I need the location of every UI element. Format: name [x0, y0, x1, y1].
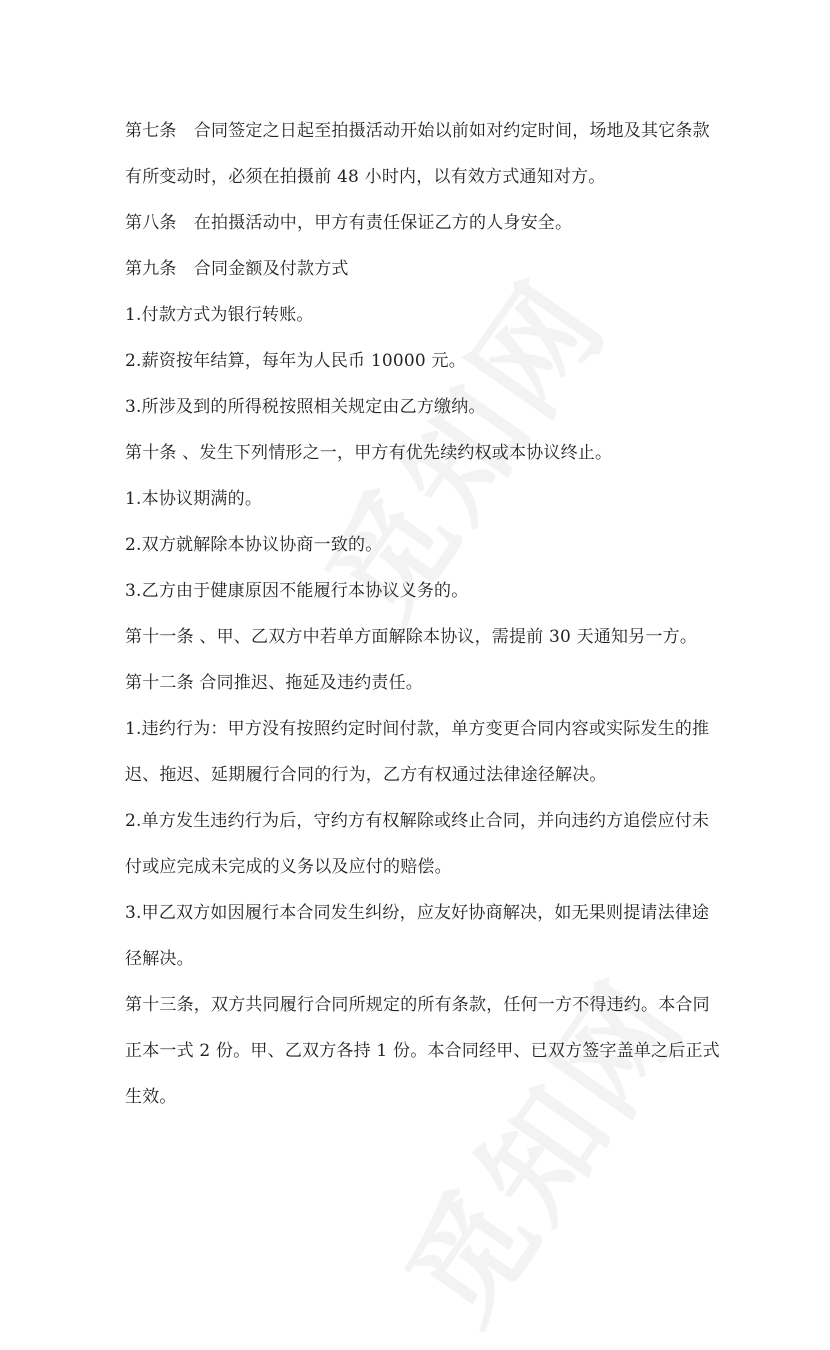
text-line: 第十一条 、甲、乙双方中若单方面解除本协议，需提前 30 天通知另一方。 — [125, 627, 698, 647]
text-line: 2.单方发生违约行为后，守约方有权解除或终止合同，并向违约方追偿应付未 — [125, 811, 710, 831]
text-line: 迟、拖迟、延期履行合同的行为，乙方有权通过法律途径解决。 — [125, 765, 607, 785]
text-line: 正本一式 2 份。甲、乙双方各持 1 份。本合同经甲、已双方签字盖单之后正式 — [125, 1041, 720, 1061]
contract-text — [125, 108, 720, 1120]
text-line: 第九条 合同金额及付款方式 — [125, 259, 349, 279]
text-line: 第七条 合同签定之日起至拍摄活动开始以前如对约定时间，场地及其它条款 — [125, 121, 710, 141]
text-line: 有所变动时，必须在拍摄前 48 小时内，以有效方式通知对方。 — [125, 167, 606, 187]
text-line: 3.乙方由于健康原因不能履行本协议义务的。 — [125, 581, 469, 601]
text-line: 1.违约行为：甲方没有按照约定时间付款，单方变更合同内容或实际发生的推 — [125, 719, 710, 739]
text-line: 1.本协议期满的。 — [125, 489, 263, 509]
text-line: 3.甲乙双方如因履行本合同发生纠纷，应友好协商解决，如无果则提请法律途 — [125, 903, 710, 923]
text-line: 2.双方就解除本协议协商一致的。 — [125, 535, 383, 555]
text-line: 第十三条，双方共同履行合同所规定的所有条款，任何一方不得违约。本合同 — [125, 995, 710, 1015]
text-line: 第十条 、发生下列情形之一，甲方有优先续约权或本协议终止。 — [125, 443, 613, 463]
text-line: 径解决。 — [125, 949, 194, 969]
text-line: 付或应完成未完成的义务以及应付的赔偿。 — [125, 857, 452, 877]
text-line: 3.所涉及到的所得税按照相关规定由乙方缴纳。 — [125, 397, 486, 417]
text-line: 第十二条 合同推迟、拖延及违约责任。 — [125, 673, 424, 693]
text-line: 第八条 在拍摄活动中，甲方有责任保证乙方的人身安全。 — [125, 213, 573, 233]
text-line: 1.付款方式为银行转账。 — [125, 305, 314, 325]
text-line: 生效。 — [125, 1087, 177, 1107]
text-line: 2.薪资按年结算，每年为人民币 10000 元。 — [125, 351, 466, 371]
